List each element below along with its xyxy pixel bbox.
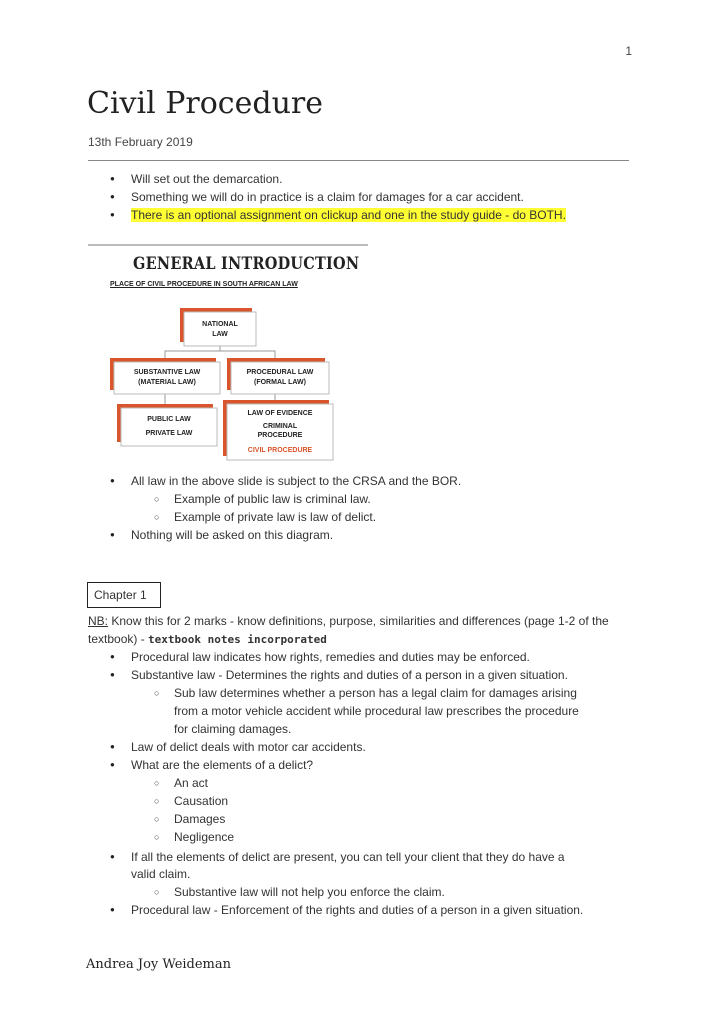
box-procedural-line1: PROCEDURAL LAW (246, 369, 314, 376)
sub-list-item: ○ Negligence (174, 828, 234, 846)
slide-subheading: PLACE OF CIVIL PROCEDURE IN SOUTH AFRICAN LAW (110, 281, 298, 288)
box-procedural-law (231, 362, 329, 394)
sub-list-item-continued: for claiming damages. (174, 722, 292, 736)
nb-text: Know this for 2 marks - know definitions, purpose, similarities and differences (page 1-2 of the textbook) - (88, 614, 609, 646)
list-item: ● Will set out the demarcation. (131, 170, 282, 188)
list-item-continued: valid claim. (131, 867, 191, 881)
author-footer: Andrea Joy Weideman (86, 957, 232, 972)
sub-list-item: ○ Sub law determines whether a person has a legal claim for damages arising (174, 684, 577, 702)
page-title: Civil Procedure (87, 86, 323, 121)
page-number: 1 (625, 44, 632, 58)
date: 13th February 2019 (88, 135, 193, 149)
box-national-line1: NATIONAL (202, 321, 238, 328)
box-procedure: PROCEDURE (257, 432, 303, 439)
chapter-label: Chapter 1 (87, 582, 161, 608)
box-law-of-evidence: LAW OF EVIDENCE (247, 410, 313, 417)
box-procedural-line2: (FORMAL LAW) (254, 379, 306, 386)
box-private-law: PRIVATE LAW (145, 430, 193, 437)
slide-top-rule (88, 244, 368, 246)
box-criminal: CRIMINAL (262, 423, 298, 430)
box-public-law: PUBLIC LAW (147, 416, 191, 423)
list-item: ● Nothing will be asked on this diagram. (131, 526, 333, 544)
sub-list-item: ○ Damages (174, 810, 225, 828)
list-item: ● All law in the above slide is subject to the CRSA and the BOR. (131, 472, 461, 490)
law-hierarchy-diagram (105, 296, 345, 464)
nb-bold-text: textbook notes incorporated (148, 633, 327, 646)
sub-list-item: ○ Substantive law will not help you enforce the claim. (174, 883, 445, 901)
box-civil-procedure: CIVIL PROCEDURE (247, 447, 313, 454)
sub-list-item: ○ Example of private law is law of delict. (174, 508, 376, 526)
sub-list-item: ○ Causation (174, 792, 228, 810)
list-item: ● Procedural law - Enforcement of the rights and duties of a person in a given situation. (131, 901, 583, 919)
sub-list-item-continued: from a motor vehicle accident while procedural law prescribes the procedure (174, 704, 579, 718)
box-substantive-line2: (MATERIAL LAW) (138, 379, 196, 386)
title-divider (88, 160, 629, 161)
box-substantive-law (114, 362, 220, 394)
list-item: ● Something we will do in practice is a claim for damages for a car accident. (131, 188, 524, 206)
sub-list-item: ○ An act (174, 774, 208, 792)
sub-list-item: ○ Example of public law is criminal law. (174, 490, 371, 508)
list-item (131, 206, 566, 224)
box-substantive-line1: SUBSTANTIVE LAW (133, 369, 201, 376)
highlighted-text: There is an optional assignment on clickup and one in the study guide - do BOTH. (131, 208, 566, 222)
nb-label: NB: (88, 614, 109, 628)
box-national-law (184, 312, 256, 346)
list-item: ● If all the elements of delict are present, you can tell your client that they do have a (131, 848, 565, 866)
list-item: ● What are the elements of a delict? (131, 756, 313, 774)
list-item: ● Substantive law - Determines the rights and duties of a person in a given situation. (131, 666, 568, 684)
box-national-line2: LAW (212, 331, 228, 338)
slide-heading: GENERAL INTRODUCTION (133, 254, 360, 274)
nb-paragraph (88, 612, 633, 649)
box-public-private-law (121, 408, 217, 446)
list-item: ● Law of delict deals with motor car accidents. (131, 738, 366, 756)
list-item: ● Procedural law indicates how rights, remedies and duties may be enforced. (131, 648, 530, 666)
